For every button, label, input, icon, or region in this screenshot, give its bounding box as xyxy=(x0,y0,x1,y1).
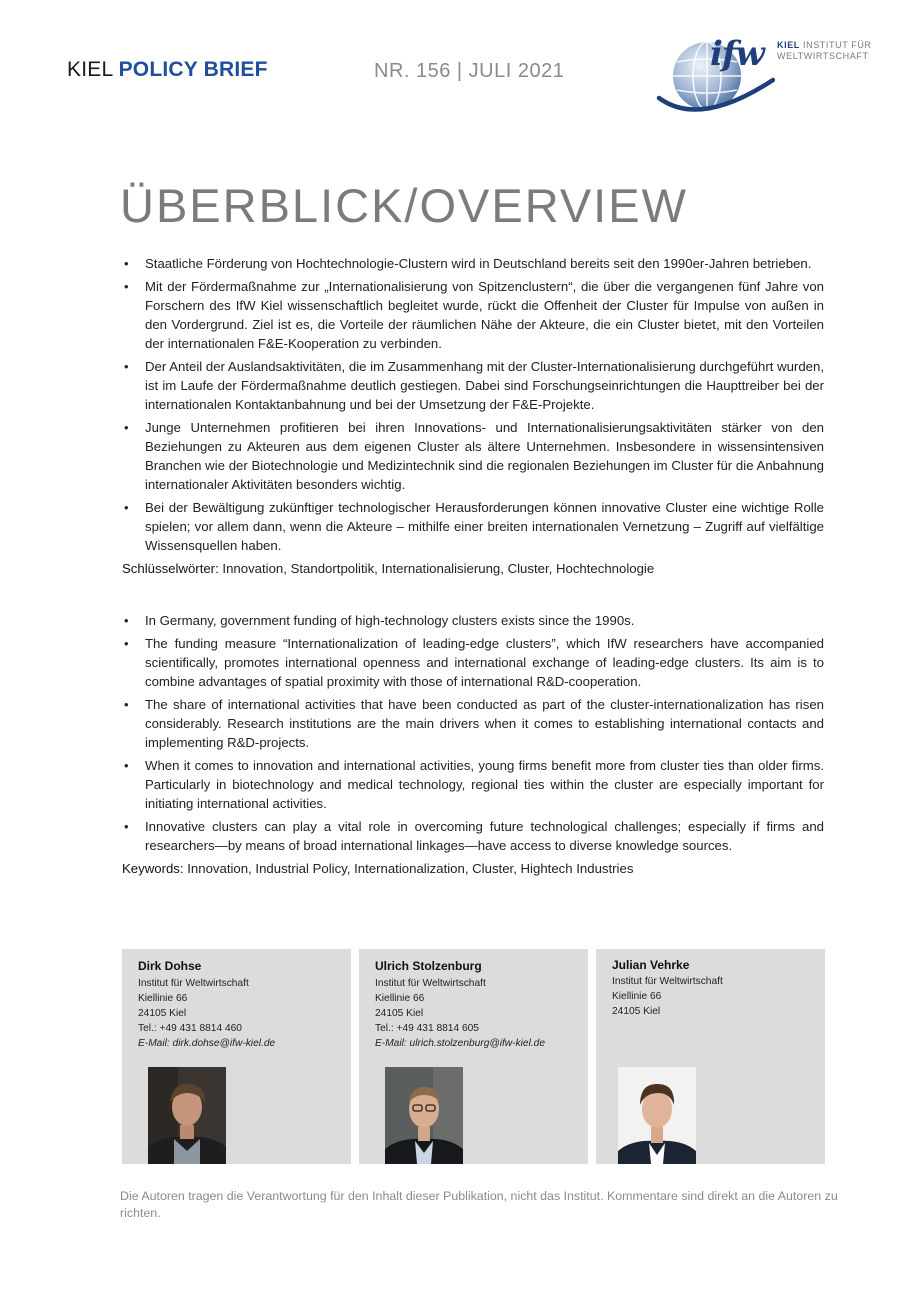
list-item xyxy=(122,498,824,555)
keywords-text: Innovation, Industrial Policy, Internationalization, Cluster, Hightech Industries xyxy=(183,861,634,876)
author-name: Dirk Dohse xyxy=(138,959,202,973)
author-phone: Tel.: +49 431 8814 460 xyxy=(138,1023,242,1034)
list-item-text: The share of international activities that have been conducted as part of the cluster-internationalization has risen considerably. Research institutions are the main drivers when it comes to establishing international contacts and implementing R&D-projects. xyxy=(145,697,824,750)
bullet-icon: • xyxy=(124,359,129,374)
logo-weltwirtschaft: WELTWIRTSCHAFT xyxy=(777,51,869,61)
author-contact xyxy=(375,976,545,1051)
author-institute: Institut für Weltwirtschaft xyxy=(375,978,486,989)
brand-prefix: KIEL xyxy=(67,58,119,81)
author-portrait-icon xyxy=(618,1067,696,1164)
logo-kiel: KIEL xyxy=(777,40,800,50)
german-bullet-list xyxy=(122,254,824,555)
german-summary xyxy=(122,254,824,578)
list-item-text: Mit der Fördermaßnahme zur „Internationalisierung von Spitzenclustern“, die über die vergangenen fünf Jahre von Forschern des IfW Kiel wissenschaftlich begleitet wurde, rückt die Offenheit der Cluster für Impulse von außen in den Vordergrund. Ziel ist es, die Vorteile der räumlichen Nähe der Akteure, die ein Cluster bietet, mit den Vorteilen der internationalen F&E-Kooperation zu verbinden. xyxy=(145,279,824,351)
author-card-vehrke xyxy=(596,949,825,1164)
list-item-text: In Germany, government funding of high-technology clusters exists since the 1990s. xyxy=(145,613,635,628)
author-photo xyxy=(148,1067,226,1164)
author-city: 24105 Kiel xyxy=(375,1008,424,1019)
author-institute: Institut für Weltwirtschaft xyxy=(612,976,723,987)
list-item xyxy=(122,254,824,273)
list-item-text: Bei der Bewältigung zukünftiger technologischer Herausforderungen können innovative Cluster eine wichtige Rolle spielen; vor allem dann, wenn die Akteure – mithilfe einer breiten internationalen Vernetzung – Zugriff auf vielfältige Wissensquellen haben. xyxy=(145,500,824,553)
author-portrait-icon xyxy=(148,1067,226,1164)
english-keywords xyxy=(122,859,824,878)
issue-number: NR. 156 | JULI 2021 xyxy=(374,60,565,82)
list-item xyxy=(122,634,824,691)
author-name: Julian Vehrke xyxy=(612,958,690,972)
logo-institute-name xyxy=(777,40,872,62)
author-name: Ulrich Stolzenburg xyxy=(375,959,482,973)
list-item xyxy=(122,357,824,414)
keywords-label: Schlüsselwörter: xyxy=(122,561,219,576)
list-item xyxy=(122,418,824,494)
bullet-icon: • xyxy=(124,819,129,834)
list-item-text: Junge Unternehmen profitieren bei ihren Innovations- und Internationalisierungsaktivitäten stärker von den Beziehungen zu Akteuren aus dem eigenen Cluster als ältere Unternehmen. Insbesondere in wissensintensiven Branchen wie der Biotechnologie und Medizintechnik sind die regionalen Beziehungen im Cluster für die Anbahnung internationaler Aktivitäten besonders wichtig. xyxy=(145,420,824,492)
list-item-text: Staatliche Förderung von Hochtechnologie-Clustern wird in Deutschland bereits seit den 1990er-Jahren betrieben. xyxy=(145,256,812,271)
list-item xyxy=(122,756,824,813)
page-header xyxy=(67,34,887,118)
bullet-icon: • xyxy=(124,500,129,515)
author-photo xyxy=(385,1067,463,1164)
german-keywords xyxy=(122,559,824,578)
author-card-stolzenburg xyxy=(359,949,588,1164)
page-title: ÜBERBLICK/OVERVIEW xyxy=(120,179,688,232)
keywords-label: Keywords: xyxy=(122,861,184,876)
list-item xyxy=(122,695,824,752)
bullet-icon: • xyxy=(124,613,129,628)
bullet-icon: • xyxy=(124,697,129,712)
author-cards xyxy=(122,949,824,1164)
bullet-icon: • xyxy=(124,420,129,435)
english-summary xyxy=(122,611,824,878)
author-street: Kiellinie 66 xyxy=(612,991,662,1002)
disclaimer-footer: Die Autoren tragen die Verantwortung für den Inhalt dieser Publikation, nicht das Institut. Kommentare sind direkt an die Autoren zu richten. xyxy=(120,1189,838,1220)
logo-institut-fuer: INSTITUT FÜR xyxy=(799,40,872,50)
author-phone: Tel.: +49 431 8814 605 xyxy=(375,1023,479,1034)
author-institute: Institut für Weltwirtschaft xyxy=(138,978,249,989)
author-email[interactable]: E-Mail: ulrich.stolzenburg@ifw-kiel.de xyxy=(375,1038,546,1049)
author-email[interactable]: E-Mail: dirk.dohse@ifw-kiel.de xyxy=(138,1038,276,1049)
bullet-icon: • xyxy=(124,256,129,271)
logo-wordmark: ifw xyxy=(710,34,764,74)
author-contact xyxy=(138,976,275,1051)
brand-policy-brief: POLICY BRIEF xyxy=(118,58,268,81)
list-item-text: Innovative clusters can play a vital role in overcoming future technological challenges; especially if firms and researchers—by means of broad international linkages—have access to diverse knowledge sources. xyxy=(145,819,824,853)
list-item xyxy=(122,611,824,630)
keywords-text: Innovation, Standortpolitik, Internationalisierung, Cluster, Hochtechnologie xyxy=(218,561,655,576)
brand-title xyxy=(67,58,268,82)
english-bullet-list xyxy=(122,611,824,855)
bullet-icon: • xyxy=(124,758,129,773)
author-card-dohse xyxy=(122,949,351,1164)
author-portrait-icon xyxy=(385,1067,463,1164)
bullet-icon: • xyxy=(124,636,129,651)
author-contact xyxy=(612,974,723,1019)
ifw-logo[interactable] xyxy=(655,28,887,118)
author-city: 24105 Kiel xyxy=(138,1008,187,1019)
author-photo xyxy=(618,1067,696,1164)
bullet-icon: • xyxy=(124,279,129,294)
list-item-text: The funding measure “Internationalization of leading-edge clusters”, which IfW researchers have accompanied scientifically, promotes international openness and international exchange of leading-edge clusters. Its aim is to combine advantages of spatial proximity with those of international R&D-cooperation. xyxy=(145,636,824,689)
author-street: Kiellinie 66 xyxy=(138,993,188,1004)
author-city: 24105 Kiel xyxy=(612,1006,661,1017)
author-street: Kiellinie 66 xyxy=(375,993,425,1004)
list-item xyxy=(122,817,824,855)
list-item-text: When it comes to innovation and international activities, young firms benefit more from cluster ties than older firms. Particularly in biotechnology and medical technology, regional ties within the cluster are especially important for initiating international activities. xyxy=(145,758,824,811)
list-item-text: Der Anteil der Auslandsaktivitäten, die im Zusammenhang mit der Cluster-Internationalisierung durchgeführt wurden, ist im Laufe der Fördermaßnahme deutlich gestiegen. Dabei sind Forschungseinrichtungen die Haupttreiber bei der internationalen Kontaktanbahnung und bei der Umsetzung der F&E-Projekte. xyxy=(145,359,824,412)
list-item xyxy=(122,277,824,353)
